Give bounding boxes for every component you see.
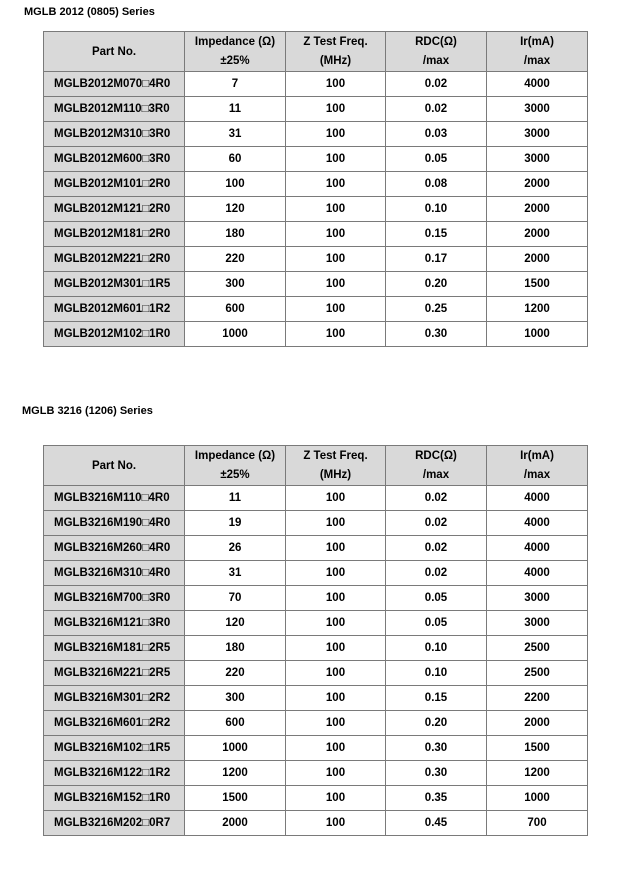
spec-table-3216 <box>43 445 588 836</box>
ir-cell: 2500 <box>487 661 588 686</box>
test-freq-cell: 100 <box>286 636 386 661</box>
part-no-cell: MGLB3216M121□3R0 <box>44 611 185 636</box>
part-no-cell: MGLB3216M110□4R0 <box>44 486 185 511</box>
ir-cell: 1000 <box>487 786 588 811</box>
part-no-cell: MGLB3216M700□3R0 <box>44 586 185 611</box>
table-row <box>44 811 588 836</box>
test-freq-cell: 100 <box>286 686 386 711</box>
impedance-cell: 11 <box>185 97 286 122</box>
table-row <box>44 761 588 786</box>
header-ir: Ir(mA) /max <box>487 32 588 72</box>
part-no-cell: MGLB3216M122□1R2 <box>44 761 185 786</box>
impedance-cell: 26 <box>185 536 286 561</box>
ir-cell: 1200 <box>487 297 588 322</box>
rdc-cell: 0.17 <box>386 247 487 272</box>
ir-cell: 2000 <box>487 247 588 272</box>
header-test-freq: Z Test Freq. (MHz) <box>286 446 386 486</box>
part-no-cell: MGLB3216M102□1R5 <box>44 736 185 761</box>
part-no-cell: MGLB3216M190□4R0 <box>44 511 185 536</box>
part-no-cell: MGLB2012M102□1R0 <box>44 322 185 347</box>
test-freq-cell: 100 <box>286 322 386 347</box>
table-row <box>44 561 588 586</box>
rdc-cell: 0.15 <box>386 222 487 247</box>
impedance-cell: 60 <box>185 147 286 172</box>
part-no-cell: MGLB2012M221□2R0 <box>44 247 185 272</box>
test-freq-cell: 100 <box>286 611 386 636</box>
rdc-cell: 0.15 <box>386 686 487 711</box>
rdc-cell: 0.30 <box>386 322 487 347</box>
ir-cell: 4000 <box>487 72 588 97</box>
test-freq-cell: 100 <box>286 122 386 147</box>
ir-cell: 2000 <box>487 711 588 736</box>
table-row <box>44 97 588 122</box>
test-freq-cell: 100 <box>286 661 386 686</box>
test-freq-cell: 100 <box>286 736 386 761</box>
part-no-cell: MGLB2012M121□2R0 <box>44 197 185 222</box>
impedance-cell: 120 <box>185 611 286 636</box>
table-row <box>44 661 588 686</box>
rdc-cell: 0.10 <box>386 661 487 686</box>
impedance-cell: 2000 <box>185 811 286 836</box>
part-no-cell: MGLB3216M601□2R2 <box>44 711 185 736</box>
ir-cell: 2000 <box>487 197 588 222</box>
test-freq-cell: 100 <box>286 711 386 736</box>
test-freq-cell: 100 <box>286 97 386 122</box>
part-no-cell: MGLB2012M110□3R0 <box>44 97 185 122</box>
series-title-3216: MGLB 3216 (1206) Series <box>22 405 153 417</box>
impedance-cell: 220 <box>185 247 286 272</box>
impedance-cell: 31 <box>185 122 286 147</box>
part-no-cell: MGLB2012M181□2R0 <box>44 222 185 247</box>
header-part-no: Part No. <box>44 32 185 72</box>
header-rdc: RDC(Ω) /max <box>386 32 487 72</box>
rdc-cell: 0.45 <box>386 811 487 836</box>
test-freq-cell: 100 <box>286 297 386 322</box>
ir-cell: 3000 <box>487 97 588 122</box>
impedance-cell: 300 <box>185 272 286 297</box>
ir-cell: 1200 <box>487 761 588 786</box>
table-row <box>44 222 588 247</box>
impedance-cell: 600 <box>185 297 286 322</box>
ir-cell: 1500 <box>487 272 588 297</box>
header-part-no: Part No. <box>44 446 185 486</box>
impedance-cell: 180 <box>185 222 286 247</box>
rdc-cell: 0.20 <box>386 272 487 297</box>
rdc-cell: 0.02 <box>386 486 487 511</box>
ir-cell: 4000 <box>487 536 588 561</box>
test-freq-cell: 100 <box>286 172 386 197</box>
table-row <box>44 297 588 322</box>
ir-cell: 4000 <box>487 486 588 511</box>
table-row <box>44 711 588 736</box>
part-no-cell: MGLB2012M070□4R0 <box>44 72 185 97</box>
rdc-cell: 0.30 <box>386 761 487 786</box>
table-row <box>44 686 588 711</box>
rdc-cell: 0.10 <box>386 197 487 222</box>
ir-cell: 3000 <box>487 586 588 611</box>
rdc-cell: 0.10 <box>386 636 487 661</box>
rdc-cell: 0.20 <box>386 711 487 736</box>
part-no-cell: MGLB3216M310□4R0 <box>44 561 185 586</box>
header-impedance: Impedance (Ω) ±25% <box>185 32 286 72</box>
test-freq-cell: 100 <box>286 536 386 561</box>
header-ir: Ir(mA) /max <box>487 446 588 486</box>
impedance-cell: 7 <box>185 72 286 97</box>
impedance-cell: 70 <box>185 586 286 611</box>
impedance-cell: 19 <box>185 511 286 536</box>
ir-cell: 1000 <box>487 322 588 347</box>
ir-cell: 4000 <box>487 511 588 536</box>
impedance-cell: 1000 <box>185 322 286 347</box>
part-no-cell: MGLB3216M221□2R5 <box>44 661 185 686</box>
part-no-cell: MGLB3216M260□4R0 <box>44 536 185 561</box>
impedance-cell: 1200 <box>185 761 286 786</box>
part-no-cell: MGLB2012M301□1R5 <box>44 272 185 297</box>
rdc-cell: 0.02 <box>386 511 487 536</box>
table-row <box>44 786 588 811</box>
table-row <box>44 272 588 297</box>
test-freq-cell: 100 <box>286 222 386 247</box>
rdc-cell: 0.30 <box>386 736 487 761</box>
table-row <box>44 322 588 347</box>
part-no-cell: MGLB3216M152□1R0 <box>44 786 185 811</box>
header-rdc: RDC(Ω) /max <box>386 446 487 486</box>
test-freq-cell: 100 <box>286 197 386 222</box>
table-row <box>44 611 588 636</box>
spec-table-2012 <box>43 31 588 347</box>
table-row <box>44 247 588 272</box>
rdc-cell: 0.03 <box>386 122 487 147</box>
ir-cell: 2000 <box>487 172 588 197</box>
header-test-freq: Z Test Freq. (MHz) <box>286 32 386 72</box>
header-impedance: Impedance (Ω) ±25% <box>185 446 286 486</box>
rdc-cell: 0.08 <box>386 172 487 197</box>
impedance-cell: 300 <box>185 686 286 711</box>
test-freq-cell: 100 <box>286 72 386 97</box>
part-no-cell: MGLB3216M202□0R7 <box>44 811 185 836</box>
impedance-cell: 1500 <box>185 786 286 811</box>
impedance-cell: 220 <box>185 661 286 686</box>
series-title-2012: MGLB 2012 (0805) Series <box>24 6 155 18</box>
impedance-cell: 600 <box>185 711 286 736</box>
ir-cell: 700 <box>487 811 588 836</box>
table-row <box>44 536 588 561</box>
rdc-cell: 0.05 <box>386 586 487 611</box>
rdc-cell: 0.02 <box>386 536 487 561</box>
table-row <box>44 511 588 536</box>
ir-cell: 2000 <box>487 222 588 247</box>
impedance-cell: 11 <box>185 486 286 511</box>
impedance-cell: 31 <box>185 561 286 586</box>
ir-cell: 3000 <box>487 147 588 172</box>
table-header-row <box>44 32 588 72</box>
ir-cell: 2200 <box>487 686 588 711</box>
test-freq-cell: 100 <box>286 761 386 786</box>
test-freq-cell: 100 <box>286 786 386 811</box>
table-row <box>44 586 588 611</box>
ir-cell: 2500 <box>487 636 588 661</box>
test-freq-cell: 100 <box>286 272 386 297</box>
test-freq-cell: 100 <box>286 247 386 272</box>
ir-cell: 4000 <box>487 561 588 586</box>
part-no-cell: MGLB2012M101□2R0 <box>44 172 185 197</box>
ir-cell: 1500 <box>487 736 588 761</box>
impedance-cell: 100 <box>185 172 286 197</box>
test-freq-cell: 100 <box>286 811 386 836</box>
table-row <box>44 122 588 147</box>
impedance-cell: 120 <box>185 197 286 222</box>
impedance-cell: 1000 <box>185 736 286 761</box>
table-row <box>44 197 588 222</box>
part-no-cell: MGLB3216M181□2R5 <box>44 636 185 661</box>
part-no-cell: MGLB2012M600□3R0 <box>44 147 185 172</box>
rdc-cell: 0.05 <box>386 147 487 172</box>
test-freq-cell: 100 <box>286 586 386 611</box>
impedance-cell: 180 <box>185 636 286 661</box>
table-row <box>44 147 588 172</box>
test-freq-cell: 100 <box>286 147 386 172</box>
rdc-cell: 0.35 <box>386 786 487 811</box>
test-freq-cell: 100 <box>286 486 386 511</box>
table-row <box>44 172 588 197</box>
rdc-cell: 0.02 <box>386 97 487 122</box>
part-no-cell: MGLB2012M310□3R0 <box>44 122 185 147</box>
rdc-cell: 0.25 <box>386 297 487 322</box>
table-header-row <box>44 446 588 486</box>
ir-cell: 3000 <box>487 611 588 636</box>
table-row <box>44 736 588 761</box>
rdc-cell: 0.05 <box>386 611 487 636</box>
test-freq-cell: 100 <box>286 561 386 586</box>
ir-cell: 3000 <box>487 122 588 147</box>
table-row <box>44 72 588 97</box>
rdc-cell: 0.02 <box>386 561 487 586</box>
rdc-cell: 0.02 <box>386 72 487 97</box>
table-row <box>44 486 588 511</box>
part-no-cell: MGLB2012M601□1R2 <box>44 297 185 322</box>
test-freq-cell: 100 <box>286 511 386 536</box>
table-row <box>44 636 588 661</box>
part-no-cell: MGLB3216M301□2R2 <box>44 686 185 711</box>
